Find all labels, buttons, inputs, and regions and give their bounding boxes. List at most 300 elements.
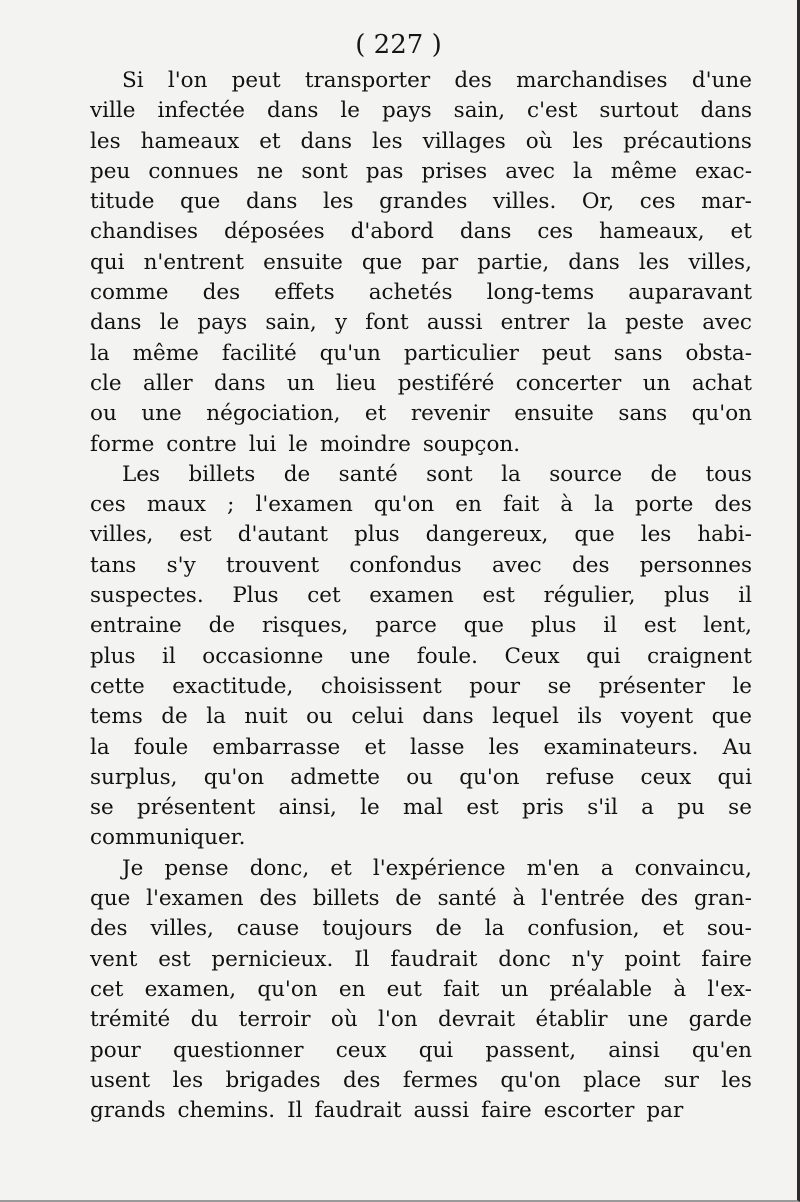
word: obsta- [685, 340, 752, 366]
word: et [330, 855, 352, 881]
word: aller [143, 370, 193, 396]
word: s'y [166, 552, 196, 578]
word: craignent [647, 643, 752, 669]
word: d'autant [237, 522, 329, 548]
text-line [90, 672, 752, 702]
text-line [90, 1096, 752, 1126]
text-line [90, 66, 752, 96]
text-line [90, 369, 752, 399]
word: se [547, 673, 572, 699]
word: cet [307, 583, 341, 609]
word: devrait [437, 1007, 516, 1033]
word: auparavant [628, 280, 752, 306]
word: du [190, 1007, 219, 1033]
word: dans [245, 189, 298, 215]
text-line [90, 187, 752, 217]
word: villes, [90, 522, 154, 548]
word: connues [148, 158, 239, 184]
word: revenir [410, 401, 490, 427]
word: ainsi, [278, 795, 337, 821]
word: examinateurs. [543, 734, 699, 760]
text-line [90, 1066, 752, 1096]
word: à [673, 976, 687, 1002]
word: précautions [623, 128, 752, 154]
word: et [662, 916, 684, 942]
word: des [571, 552, 610, 578]
word: sans [613, 340, 663, 366]
word: par [421, 249, 459, 275]
word: celui [351, 704, 404, 730]
word: aussi [413, 1098, 470, 1124]
word: sont [301, 158, 348, 184]
word: source [549, 461, 623, 487]
word: en [338, 976, 366, 1002]
word: billets [312, 886, 380, 912]
word: refuse [545, 764, 615, 790]
word: exac- [694, 158, 752, 184]
word: ville [90, 98, 136, 124]
word: l'on [167, 68, 208, 93]
word: ceux [640, 764, 692, 790]
text-line [90, 430, 752, 460]
word: examen, [144, 976, 237, 1002]
word: sur [663, 1067, 699, 1093]
text-line [90, 642, 752, 672]
text-line [90, 551, 752, 581]
word: pays [381, 98, 432, 124]
text-line [90, 460, 752, 490]
word: où [525, 128, 553, 154]
text-line [90, 884, 752, 914]
word: à [512, 886, 526, 912]
word: est [466, 795, 499, 821]
word: qu'on [203, 764, 265, 790]
word: sans [618, 401, 668, 427]
word: pays [197, 310, 248, 336]
word: dans [459, 219, 512, 245]
word: pour [90, 1037, 141, 1063]
word: grandes [379, 189, 468, 215]
text-line [90, 733, 752, 763]
text-line [90, 975, 752, 1005]
word: établir [535, 1007, 608, 1033]
word: pris [521, 795, 564, 821]
word: billets [188, 461, 256, 487]
word: dans [300, 128, 353, 154]
word: la [594, 492, 614, 518]
word: peste [625, 310, 685, 336]
text-line [90, 217, 752, 247]
text-line [90, 339, 752, 369]
word: même [132, 340, 199, 366]
word: lieu [335, 370, 377, 396]
word: Ceux [504, 643, 560, 669]
word: de [435, 916, 462, 942]
word: ; [227, 492, 235, 518]
word: un [642, 370, 671, 396]
word: est [158, 946, 191, 972]
word: plus [90, 643, 136, 669]
word: personnes [639, 552, 752, 578]
word: et [364, 734, 386, 760]
word: les [572, 128, 604, 154]
word: cause [236, 916, 300, 942]
text-line [90, 793, 752, 823]
text-line [90, 611, 752, 641]
word: forme [90, 431, 155, 457]
word: qu'un [319, 340, 381, 366]
word: Or, [581, 189, 615, 215]
word: présenter [598, 673, 705, 699]
word: est [179, 522, 212, 548]
word: que [463, 613, 504, 639]
word: exactitude, [172, 673, 294, 699]
word: de [161, 704, 188, 730]
word: porte [634, 492, 694, 518]
word: aussi [426, 310, 483, 336]
word: les [322, 189, 354, 215]
word: font [365, 310, 409, 336]
word: dans [214, 370, 266, 396]
word: infectée [157, 98, 245, 124]
word: le [732, 673, 752, 699]
word: place [583, 1067, 642, 1093]
word: qu'on [257, 976, 318, 1002]
word: la [501, 461, 521, 487]
word: et [730, 219, 752, 245]
word: plus [664, 583, 710, 609]
word: ces [639, 189, 676, 215]
word: lui [248, 431, 277, 457]
word: qu'en [691, 1037, 752, 1063]
text-line [90, 127, 752, 157]
word: la [90, 340, 110, 366]
word: l'entrée [541, 886, 625, 912]
word: qui [586, 643, 621, 669]
word: moindre [320, 431, 411, 457]
word: santé [437, 886, 497, 912]
word: les [638, 249, 670, 275]
word: n'entrent [143, 249, 245, 275]
word: le [159, 310, 180, 336]
word: foule. [416, 643, 478, 669]
word: pernicieux. [211, 946, 334, 972]
word: dans [700, 98, 752, 124]
word: ensuite [263, 249, 343, 275]
word: par [646, 1098, 684, 1124]
page-number: ( 227 ) [355, 30, 442, 60]
word: les [172, 1067, 204, 1093]
word: cet [90, 976, 124, 1002]
word: convaincu, [634, 855, 752, 881]
word: préalable [549, 976, 653, 1002]
word: négociation, [206, 401, 341, 427]
word: qu'on [691, 401, 752, 427]
word: ainsi [608, 1037, 660, 1063]
word: m'en [526, 855, 580, 881]
word: que [711, 704, 752, 730]
word: ces [537, 219, 574, 245]
word: de [208, 613, 236, 639]
word: l'examen [146, 886, 244, 912]
word: examen [369, 583, 454, 609]
word: est [482, 583, 515, 609]
word: ou [90, 401, 117, 427]
word: grands [90, 1098, 166, 1124]
text-line [90, 248, 752, 278]
word: chemins. [177, 1098, 276, 1124]
word: où [330, 1007, 358, 1033]
text-line [90, 96, 752, 126]
word: voyent [620, 704, 694, 730]
word: confusion, [527, 916, 640, 942]
word: les [372, 128, 403, 154]
word: plus [354, 522, 400, 548]
word: la [484, 916, 505, 942]
word: ensuite [514, 401, 594, 427]
word: soupçon. [422, 431, 521, 457]
word: des [640, 886, 679, 912]
word: en [455, 492, 482, 518]
word: faire [481, 1098, 532, 1124]
text-line [90, 1036, 752, 1066]
word: donc, [249, 855, 310, 881]
text-line [90, 702, 752, 732]
word: des [90, 916, 128, 942]
text-line [90, 157, 752, 187]
word: ceux [335, 1037, 387, 1063]
word: de [650, 461, 678, 487]
word: dans [266, 98, 319, 124]
word: a [641, 795, 654, 821]
word: les [90, 128, 121, 154]
text-line [90, 823, 752, 853]
word: particulier [403, 340, 519, 366]
word: des [259, 886, 297, 912]
body-text [90, 66, 752, 1126]
word: ne [256, 158, 284, 184]
word: tems [90, 704, 143, 730]
word: des [714, 492, 752, 518]
word: ou [406, 764, 433, 790]
word: ou [306, 704, 333, 730]
word: villes. [492, 189, 557, 215]
word: tous [705, 461, 752, 487]
word: occasionne [202, 643, 324, 669]
word: un [500, 976, 529, 1002]
word: peut [231, 68, 281, 93]
word: même [610, 158, 677, 184]
word: mal [402, 795, 444, 821]
word: Je [122, 855, 144, 881]
word: facilité [221, 340, 297, 366]
word: concerter [515, 370, 622, 396]
word: villages [422, 128, 506, 154]
word: foule [133, 734, 189, 760]
word: parce [375, 613, 437, 639]
word: dans [90, 310, 142, 336]
word: tans [90, 552, 137, 578]
word: n'y [571, 946, 604, 972]
word: embarrasse [212, 734, 341, 760]
word: long-tems [486, 280, 595, 306]
word: plus [530, 613, 577, 639]
word: peut [541, 340, 591, 366]
word: que [90, 886, 131, 912]
word: a [600, 855, 614, 881]
word: donc [498, 946, 551, 972]
word: les [640, 522, 672, 548]
word: il [738, 583, 752, 609]
word: escorter [543, 1098, 635, 1124]
text-line [90, 945, 752, 975]
word: les [488, 734, 520, 760]
word: achetés [368, 280, 453, 306]
word: à [560, 492, 574, 518]
text-line [90, 399, 752, 429]
text-line [90, 763, 752, 793]
word: sain, [265, 310, 317, 336]
word: l'expérience [372, 855, 506, 881]
word: entrer [500, 310, 570, 336]
word: des [454, 68, 492, 93]
word: de [283, 461, 311, 487]
text-line [90, 854, 752, 884]
word: la [572, 158, 593, 184]
word: d'abord [350, 219, 434, 245]
word: Il [354, 946, 370, 972]
word: sain, [453, 98, 506, 124]
word: sont [426, 461, 473, 487]
word: qui [90, 249, 125, 275]
word: trémité [90, 1007, 171, 1033]
word: fermes [402, 1067, 478, 1093]
word: cette [90, 673, 145, 699]
word: villes, [150, 916, 214, 942]
word: Au [722, 734, 752, 760]
word: lent, [703, 613, 752, 639]
word: surplus, [90, 764, 178, 790]
word: effets [274, 280, 335, 306]
word: suspectes. [90, 583, 204, 609]
word: hameaux, [599, 219, 705, 245]
word: confondus [349, 552, 462, 578]
word: lequel [492, 704, 559, 730]
word: communiquer. [90, 825, 246, 851]
text-line [90, 520, 752, 550]
text-line [90, 490, 752, 520]
word: et [364, 401, 387, 427]
word: habi- [697, 522, 752, 548]
word: l'ex- [707, 976, 752, 1002]
text-line [90, 308, 752, 338]
word: Si [122, 68, 144, 93]
word: une [627, 1007, 669, 1033]
word: une [141, 401, 182, 427]
word: marchandises [516, 68, 668, 93]
word: Les [122, 461, 161, 487]
word: qui [418, 1037, 454, 1063]
word: la [587, 310, 607, 336]
word: dans [568, 249, 620, 275]
word: est [643, 613, 677, 639]
word: mar- [701, 189, 752, 215]
word: se [90, 795, 114, 821]
word: questionner [173, 1037, 304, 1063]
word: s'il [587, 795, 618, 821]
word: entraine [90, 613, 182, 639]
word: villes, [688, 249, 752, 275]
word: hameaux [140, 128, 240, 154]
word: avec [491, 552, 542, 578]
word: transporter [304, 68, 431, 93]
word: terroir [238, 1007, 311, 1033]
word: dangereux, [425, 522, 549, 548]
word: nuit [244, 704, 288, 730]
word: un [286, 370, 315, 396]
word: des [202, 280, 241, 306]
word: contre [166, 431, 237, 457]
word: et [259, 128, 281, 154]
word: le [288, 431, 308, 457]
word: il [603, 613, 617, 639]
word: chandises [90, 219, 198, 245]
word: fait [502, 492, 540, 518]
word: pu [677, 795, 705, 821]
word: il [162, 643, 176, 669]
word: faudrait [314, 1098, 402, 1124]
word: gran- [693, 886, 752, 912]
word: pas [365, 158, 404, 184]
word: choisissent [320, 673, 442, 699]
text-line [90, 581, 752, 611]
word: qu'on [373, 492, 435, 518]
word: risques, [261, 613, 349, 639]
word: garde [688, 1007, 752, 1033]
word: maux [146, 492, 207, 518]
word: de [395, 886, 422, 912]
word: présentent [137, 795, 256, 821]
word: la [90, 734, 110, 760]
word: qui [717, 764, 752, 790]
word: qu'on [500, 1067, 561, 1093]
word: avec [505, 158, 555, 184]
word: lasse [409, 734, 465, 760]
word: faire [701, 946, 752, 972]
word: faudrait [390, 946, 478, 972]
word: admette [290, 764, 380, 790]
word: que [180, 189, 221, 215]
word: brigades [225, 1067, 321, 1093]
text-line [90, 1005, 752, 1035]
word: les [721, 1067, 752, 1093]
word: pestiféré [397, 370, 495, 396]
word: vent [90, 946, 138, 972]
word: achat [691, 370, 752, 396]
word: passent, [485, 1037, 577, 1063]
word: l'on [378, 1007, 418, 1033]
word: peu [90, 158, 131, 184]
word: sou- [706, 916, 752, 942]
word: toujours [322, 916, 413, 942]
word: point [624, 946, 681, 972]
word: prises [421, 158, 488, 184]
word: déposées [223, 219, 325, 245]
word: pense [164, 855, 229, 881]
word: que [574, 522, 615, 548]
word: cle [90, 370, 122, 396]
word: pour [469, 673, 521, 699]
